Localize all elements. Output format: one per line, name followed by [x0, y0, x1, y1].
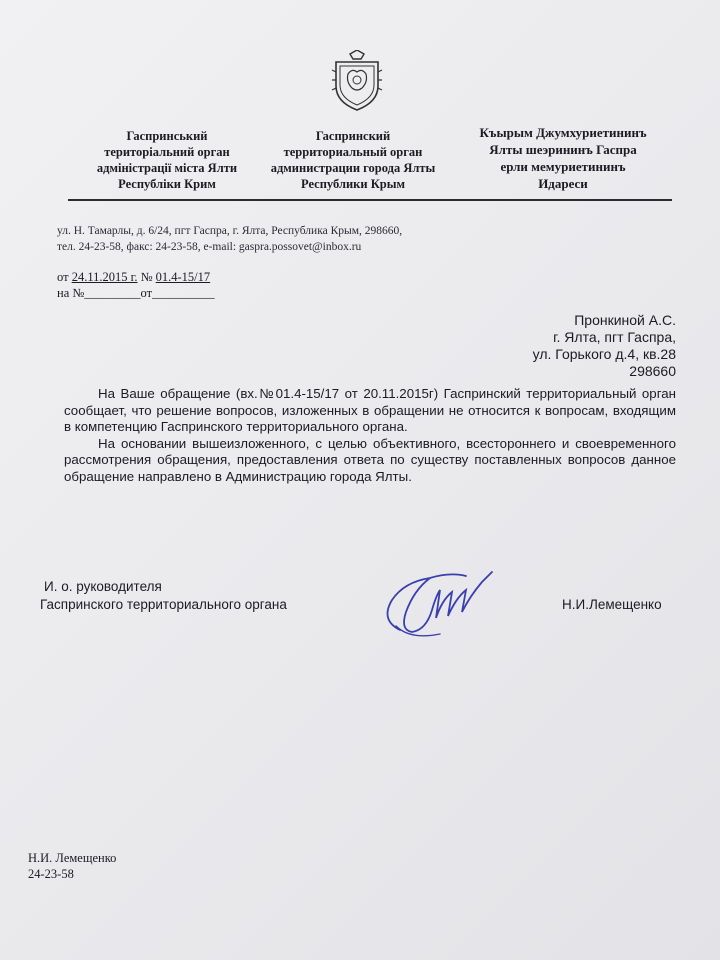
coat-of-arms-icon	[330, 50, 384, 112]
header-crh-line: Ялты шеэрининъ Гаспра	[489, 142, 637, 157]
ref-from-label: от	[140, 286, 153, 300]
signatory-position	[40, 578, 287, 614]
header-ua-line: територіальний орган	[104, 145, 230, 159]
recipient-block	[533, 312, 676, 380]
header-ua-line: Гаспринський	[126, 129, 208, 143]
position-line: И. о. руководителя	[44, 579, 162, 594]
ref-blank-date: __________	[152, 286, 215, 300]
executor-block	[28, 850, 116, 882]
header-ru-line: Гаспринский	[315, 129, 391, 143]
header-crimean-tatar	[458, 124, 668, 192]
address-block	[57, 223, 402, 255]
header-ru-line: Республики Крым	[301, 177, 405, 191]
reg-date: 24.11.2015 г.	[71, 270, 138, 284]
header-ua-line: Республіки Крим	[118, 177, 216, 191]
outgoing-reg-line	[57, 270, 210, 285]
position-line: Гаспринского территориального органа	[40, 597, 287, 612]
header-ukrainian	[72, 128, 262, 192]
from-label: от	[57, 270, 69, 284]
reg-number: 01.4-15/17	[155, 270, 211, 284]
recipient-name: Пронкиной А.С.	[574, 312, 676, 328]
ref-label: на №	[57, 286, 85, 300]
signatory-name: Н.И.Лемещенко	[562, 597, 662, 612]
body-paragraph: На основании вышеизложенного, с целью объективного, всестороннего и своевременного рассмотрения обращения, предоставления ответа по существу поставленных вопросов данное обращение направлено в Администрацию города Ялты.	[64, 435, 676, 484]
recipient-city: г. Ялта, пгт Гаспра,	[553, 329, 676, 345]
header-divider	[68, 199, 672, 201]
header-russian	[258, 128, 448, 192]
header-crh-line: ерли мемуриетининъ	[500, 159, 626, 174]
recipient-zip: 298660	[629, 363, 676, 379]
header-crh-line: Къырым Джумхуриетининъ	[479, 125, 647, 140]
ref-blank: _________	[84, 286, 141, 300]
executor-name: Н.И. Лемещенко	[28, 851, 117, 865]
address-line: ул. Н. Тамарлы, д. 6/24, пгт Гаспра, г. Ялта, Республика Крым, 298660,	[57, 225, 403, 237]
letter-body	[64, 386, 676, 485]
executor-phone: 24-23-58	[28, 867, 74, 881]
header-ru-line: администрации города Ялты	[270, 161, 436, 175]
header-crh-line: Идареси	[538, 176, 588, 191]
header-ru-line: территориальный орган	[283, 145, 423, 159]
contact-line: тел. 24-23-58, факс: 24-23-58, e-mail: gaspra.possovet@inbox.ru	[57, 241, 362, 253]
handwritten-signature	[370, 560, 500, 650]
recipient-street: ул. Горького д.4, кв.28	[532, 346, 676, 362]
header-ua-line: адміністрації міста Ялти	[96, 161, 238, 175]
body-paragraph: На Ваше обращение (вх.№01.4-15/17 от 20.11.2015г) Гаспринский территориальный орган сообщает, что решение вопросов, изложенных в обращении не относится к вопросам, входящим в компетенцию Гаспринского территориального органа.	[64, 386, 676, 434]
no-label: №	[140, 270, 153, 284]
reference-reg-line	[57, 286, 215, 301]
